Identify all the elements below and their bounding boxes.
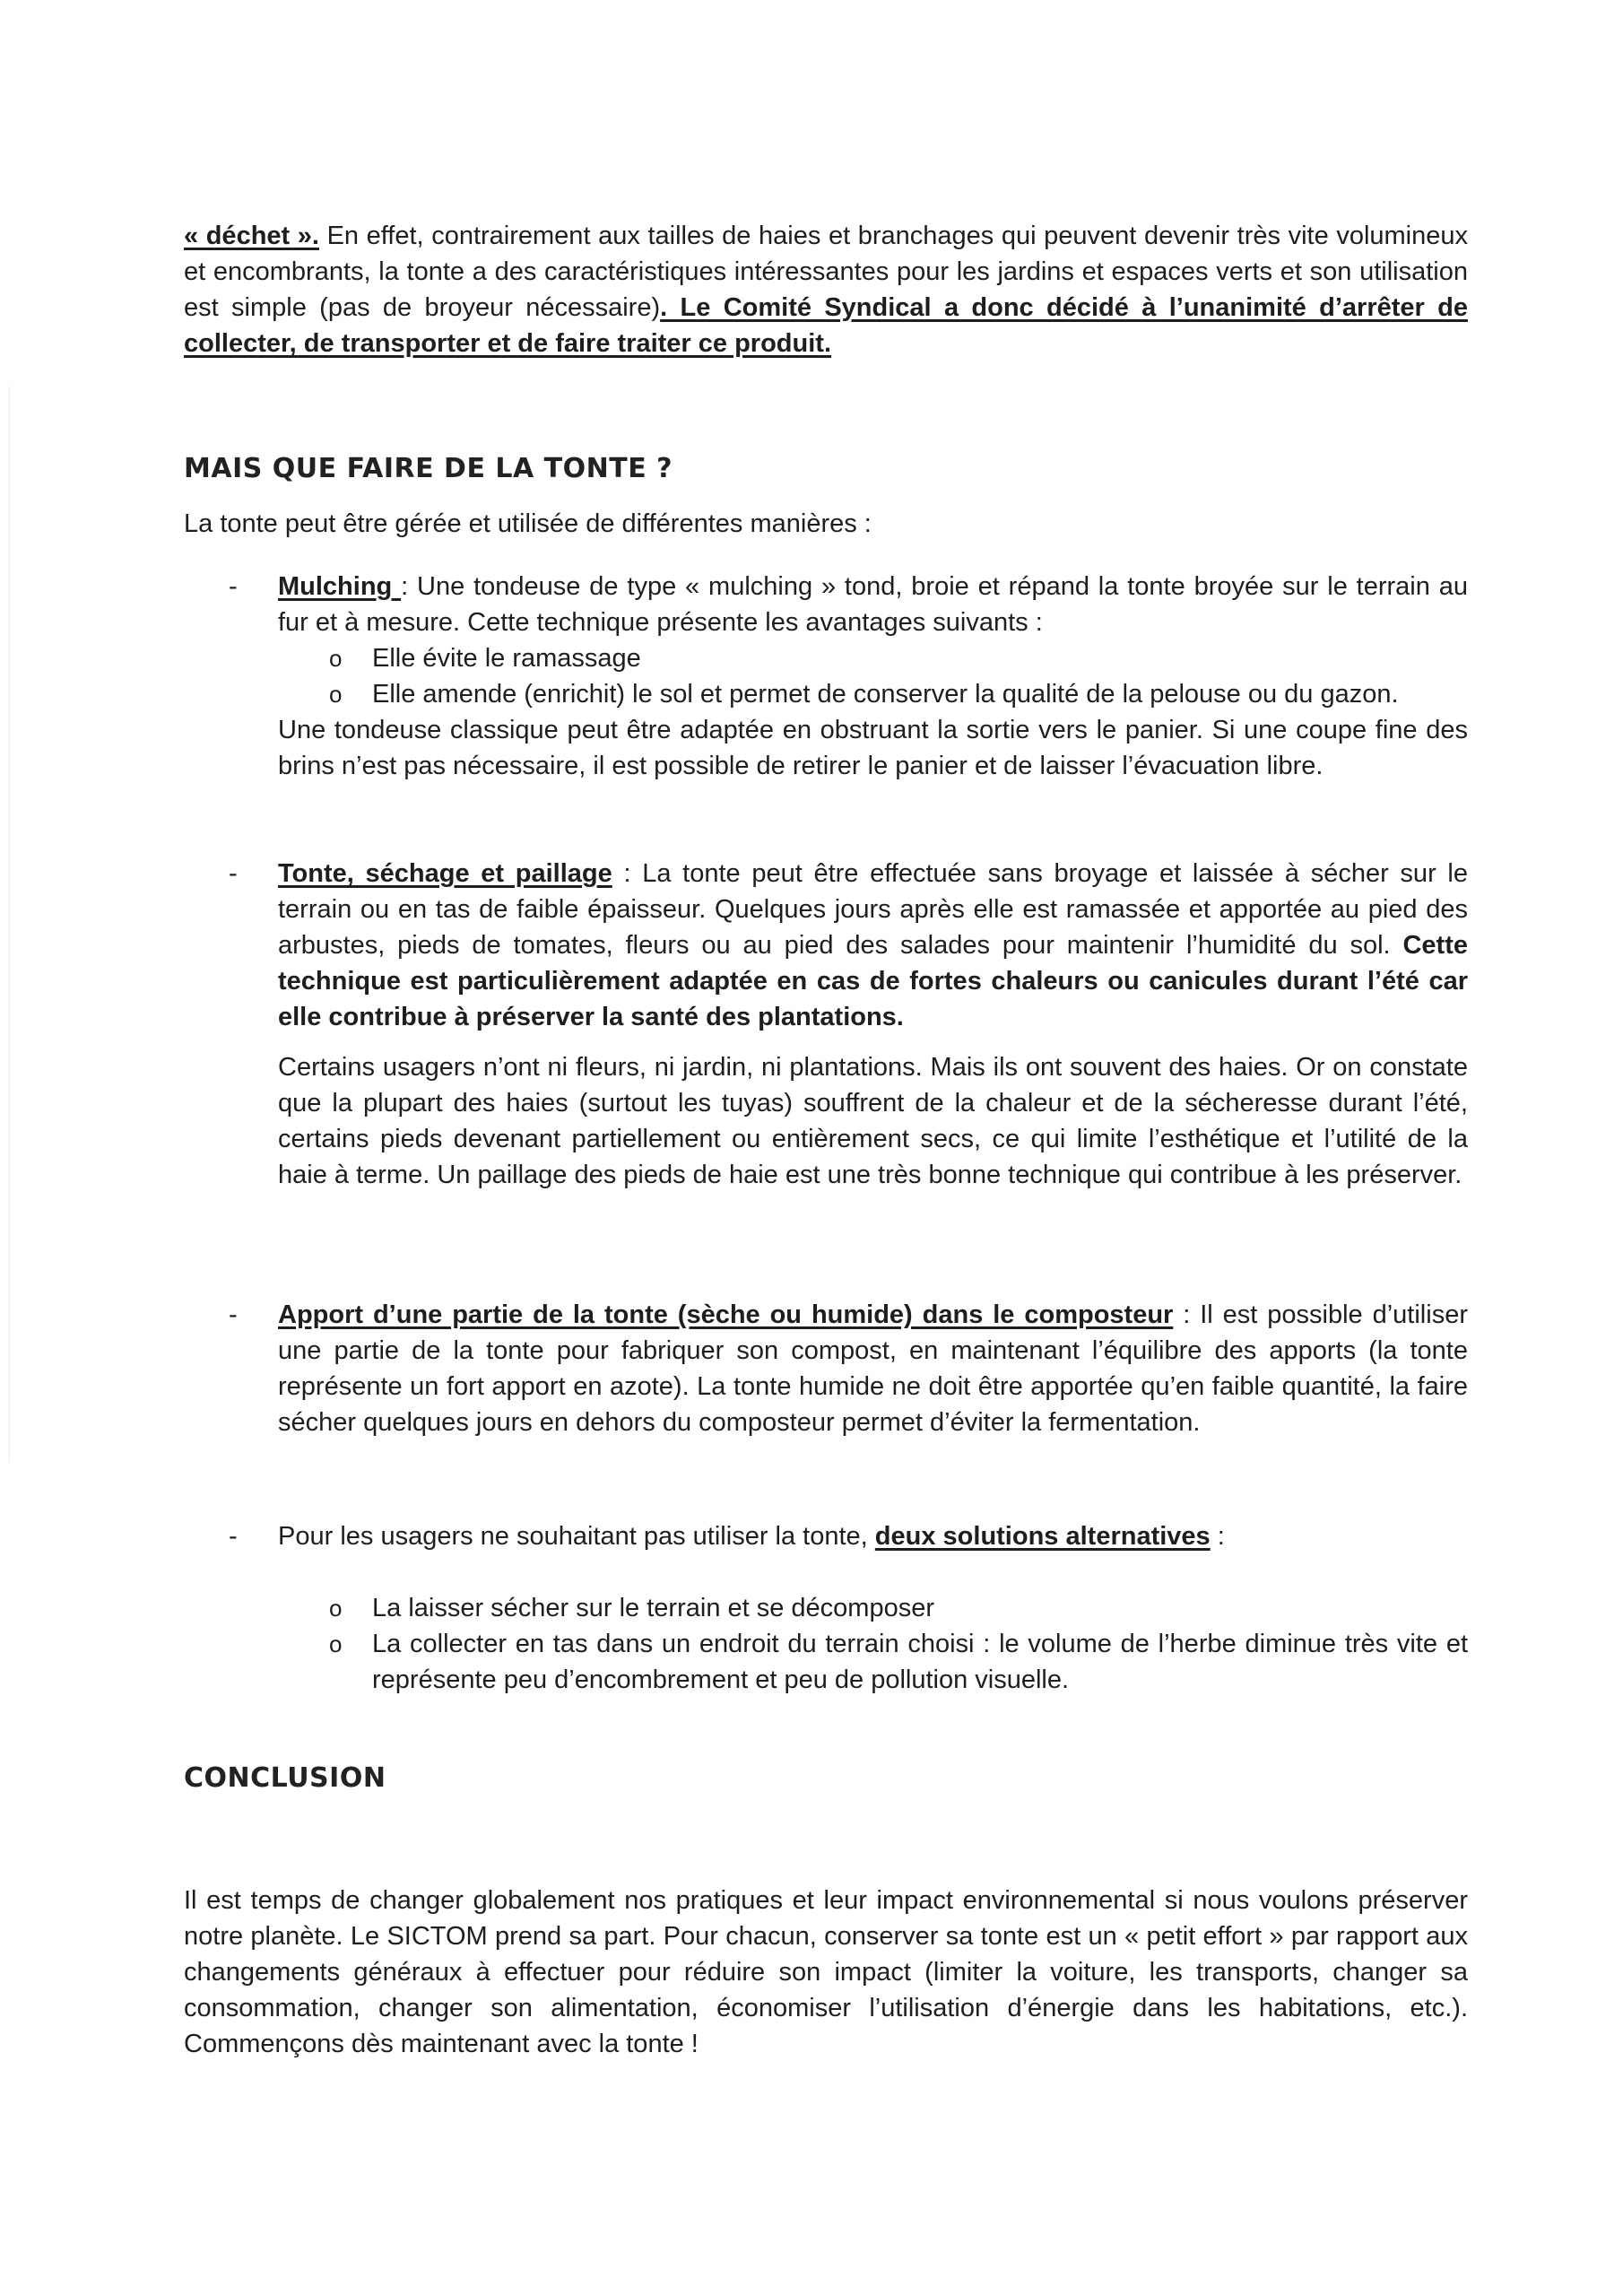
list-item-mulching [184,569,1468,784]
section-intro [184,506,1468,542]
item-text: : La tonte peut être effectuée sans broyage et laissée à sécher sur le terrain ou en tas de faible épaisseur. Quelques jours après elle est ramassée et apportée au pied des arbustes, pieds de tomates, fleurs ou au pied des salades pour maintenir l’humidité du sol. [278,859,1468,960]
section-intro-text: La tonte peut être gérée et utilisée de différentes manières : [184,509,872,538]
dash-bullet: - [229,1522,238,1551]
sub-item-text: La laisser sécher sur le terrain et se décomposer [372,1594,935,1622]
committee-decision: . Le Comité Syndical a donc décidé à l’unanimité d’arrêter de collecter, de transporter et de faire traiter ce produit. [184,293,1468,358]
section-heading-que-faire: MAIS QUE FAIRE DE LA TONTE ? [184,453,673,484]
list-item-composteur [184,1297,1468,1440]
item-text: Pour les usagers ne souhaitant pas utiliser la tonte, [278,1522,875,1551]
sub-list-item [278,676,1468,712]
item-title: Tonte, séchage et paillage [278,859,612,888]
item-text: : Il est possible d’utiliser une partie de la tonte pour fabriquer son compost, en maintenant l’équilibre des apports (la tonte représente un fort apport en azote). La tonte humide ne doit être apportée qu’en faible quantité, la faire sécher quelques jours en dehors du composteur permet d’éviter la fermentation. [278,1300,1468,1437]
item-title: Apport d’une partie de la tonte (sèche ou humide) dans le composteur [278,1300,1174,1329]
intro-paragraph [184,218,1468,361]
conclusion-text: Il est temps de changer globalement nos pratiques et leur impact environnemental si nous voulons préserver notre planète. Le SICTOM prend sa part. Pour chacun, conserver sa tonte est un « petit effort » par rapport aux changements généraux à effectuer pour réduire son impact (limiter la voiture, les transports, changer sa consommation, changer son alimentation, économiser l’utilisation d’énergie dans les habitations, etc.). Commençons dès maintenant avec la tonte ! [184,1886,1468,2058]
circle-bullet: o [329,681,343,708]
list-item-paillage [184,856,1468,1193]
sub-list-item [278,1590,1468,1626]
circle-bullet: o [329,1595,343,1622]
item-title: deux solutions alternatives [874,1522,1211,1551]
list-item-alternatives [184,1518,1468,1698]
item-title: Mulching [278,572,402,601]
dash-bullet: - [229,572,238,601]
circle-bullet: o [329,1631,343,1657]
intro-text: En effet, contrairement aux tailles de haies et branchages qui peuvent devenir très vite volumineux et encombrants, la tonte a des caractéristiques intéressantes pour les jardins et espaces verts et son utilisation est simple (pas de broyeur nécessaire) [184,222,1469,322]
mulching-note: Une tondeuse classique peut être adaptée en obstruant la sortie vers le panier. Si une coupe fine des brins n’est pas nécessaire, il est possible de retirer le panier et de laisser l’évacuation libre. [278,716,1468,780]
sub-item-text: Elle évite le ramassage [372,644,641,673]
section-heading-conclusion: CONCLUSION [184,1762,386,1794]
scan-edge-shadow [9,386,10,1462]
dechet-term: « déchet ». [184,222,319,250]
dash-bullet: - [229,1300,238,1329]
circle-bullet: o [329,645,343,672]
dash-bullet: - [229,859,238,888]
sub-item-text: Elle amende (enrichit) le sol et permet de conserver la qualité de la pelouse ou du gazon. [372,680,1399,709]
conclusion-paragraph [184,1883,1468,2062]
sub-list-item [278,1626,1468,1698]
item-bold-text: Cette technique est particulièrement adaptée en cas de fortes chaleurs ou canicules durant l’été car elle contribue à préserver la santé des plantations. [278,931,1468,1031]
item-text-after: : [1210,1522,1225,1551]
sub-item-text: La collecter en tas dans un endroit du terrain choisi : le volume de l’herbe diminue très vite et représente peu d’encombrement et peu de pollution visuelle. [372,1630,1468,1694]
item-text: : Une tondeuse de type « mulching » tond, broie et répand la tonte broyée sur le terrain au fur et à mesure. Cette technique présente les avantages suivants : [278,572,1468,637]
sub-list-item [278,640,1468,676]
hedges-paragraph: Certains usagers n’ont ni fleurs, ni jardin, ni plantations. Mais ils ont souvent des haies. Or on constate que la plupart des haies (surtout les tuyas) souffrent de la chaleur et de la sécheresse durant l’été, certains pieds devenant partiellement ou entièrement secs, ce qui limite l’esthétique et l’utilité de la haie à terme. Un paillage des pieds de haie est une très bonne technique qui contribue à les préserver. [278,1053,1468,1189]
